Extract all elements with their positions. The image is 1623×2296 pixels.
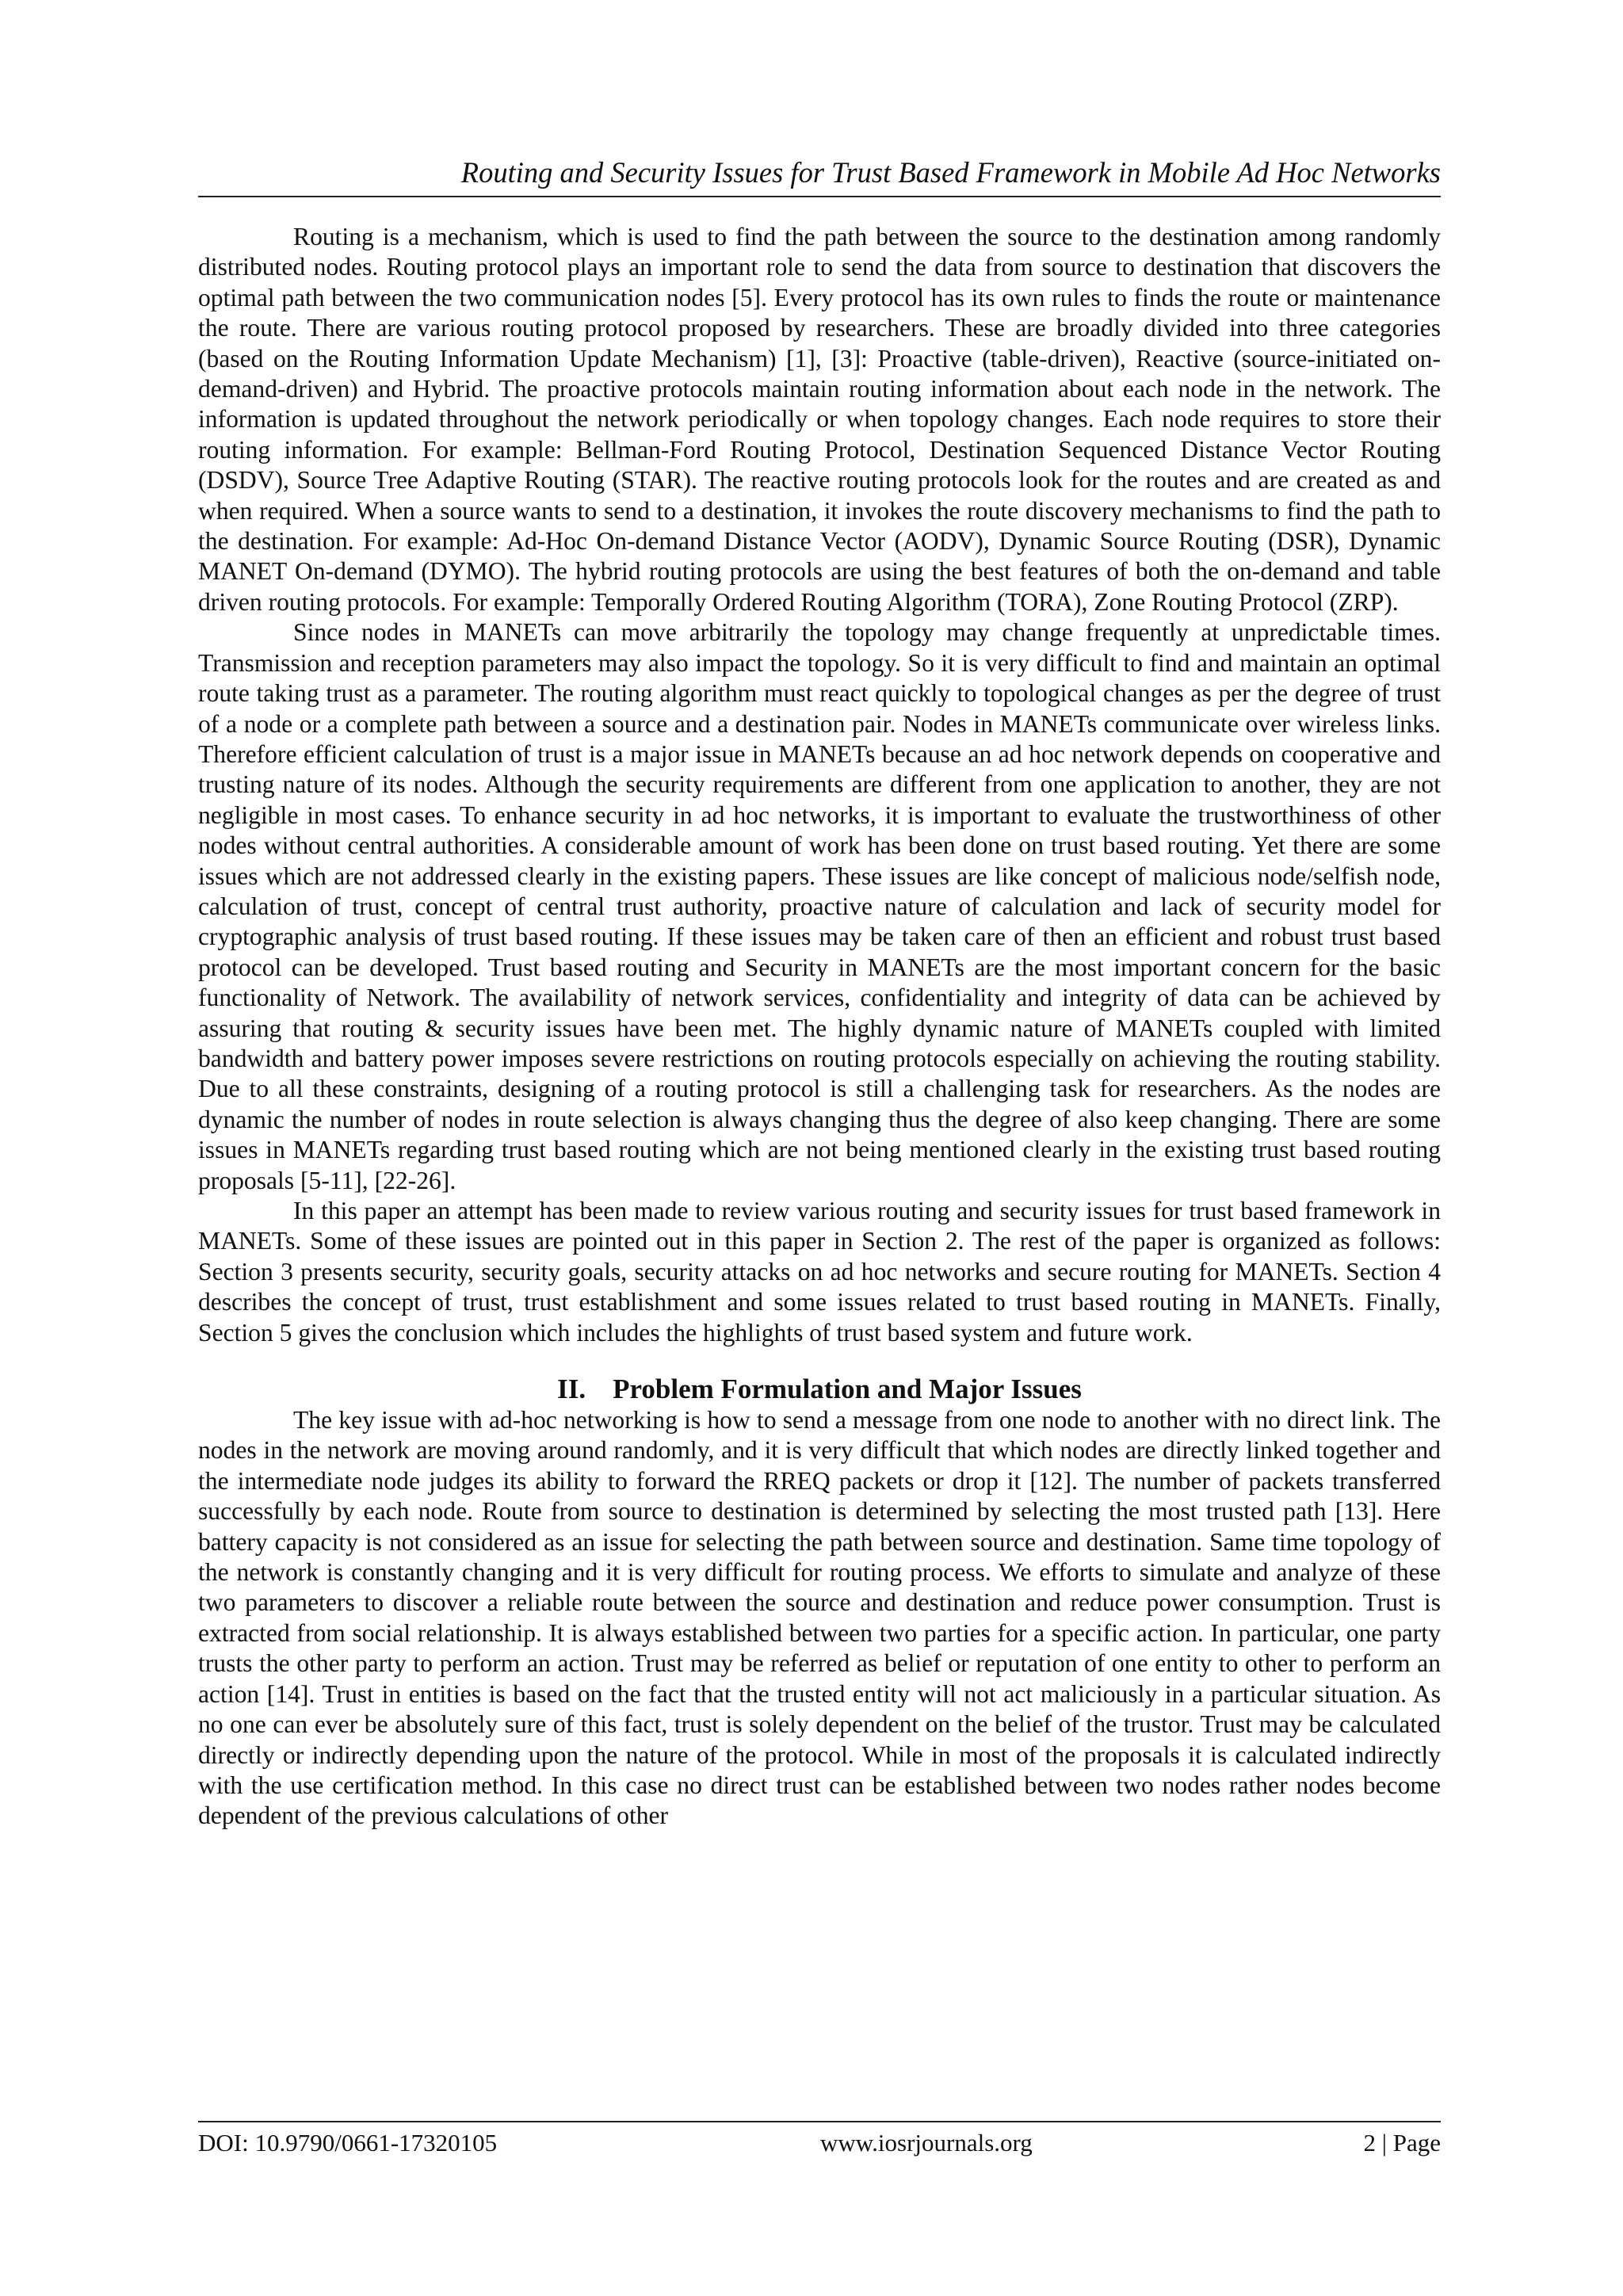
paragraph-routing: Routing is a mechanism, which is used to find the path between the source to the destination among randomly distributed nodes. Routing protocol plays an important role to send the data from source to destination that discovers the optimal path between the two communication nodes [5]. Every protocol has its own rules to finds the route or maintenance the route. There are various routing protocol proposed by researchers. These are broadly divided into three categories (based on the Routing Information Update Mechanism) [1], [3]: Proactive (table-driven), Reactive (source-initiated on-demand-driven) and Hybrid. The proactive protocols maintain routing information about each node in the network. The information is updated throughout the network periodically or when topology changes. Each node requires to store their routing information. For example: Bellman-Ford Routing Protocol, Destination Sequenced Distance Vector Routing (DSDV), Source Tree Adaptive Routing (STAR). The reactive routing protocols look for the routes and are created as and when required. When a source wants to send to a destination, it invokes the route discovery mechanisms to find the path to the destination. For example: Ad-Hoc On-demand Distance Vector (AODV), Dynamic Source Routing (DSR), Dynamic MANET On-demand (DYMO). The hybrid routing protocols are using the best features of both the on-demand and table driven routing protocols. For example: Temporally Ordered Routing Algorithm (TORA), Zone Routing Protocol (ZRP).	[198, 223, 1441, 616]
header-rule	[198, 196, 1441, 197]
section-heading	[198, 1373, 1441, 1405]
section-title: Problem Formulation and Major Issues	[613, 1373, 1082, 1405]
body-text	[198, 222, 1441, 1832]
footer-rule	[198, 2121, 1441, 2122]
page-footer	[198, 2127, 1441, 2162]
section-number: II.	[557, 1373, 586, 1405]
running-header: Routing and Security Issues for Trust Based Framework in Mobile Ad Hoc Networks	[460, 156, 1441, 189]
footer-website: www.iosrjournals.org	[820, 2129, 1033, 2157]
footer-doi: DOI: 10.9790/0661-17320105	[198, 2129, 498, 2157]
paper-page	[198, 0, 1441, 2296]
paragraph-manet-trust: Since nodes in MANETs can move arbitrarily the topology may change frequently at unpredictable times. Transmission and reception parameters may also impact the topology. So it is very difficult to find and maintain an optimal route taking trust as a parameter. The routing algorithm must react quickly to topological changes as per the degree of trust of a node or a complete path between a source and a destination pair. Nodes in MANETs communicate over wireless links. Therefore efficient calculation of trust is a major issue in MANETs because an ad hoc network depends on cooperative and trusting nature of its nodes. Although the security requirements are different from one application to another, they are not negligible in most cases. To enhance security in ad hoc networks, it is important to evaluate the trustworthiness of other nodes without central authorities. A considerable amount of work has been done on trust based routing. Yet there are some issues which are not addressed clearly in the existing papers. These issues are like concept of malicious node/selfish node, calculation of trust, concept of central trust authority, proactive nature of calculation and lack of security model for cryptographic analysis of trust based routing. If these issues may be taken care of then an efficient and robust trust based protocol can be developed. Trust based routing and Security in MANETs are the most important concern for the basic functionality of Network. The availability of network services, confidentiality and integrity of data can be achieved by assuring that routing & security issues have been met. The highly dynamic nature of MANETs coupled with limited bandwidth and battery power imposes severe restrictions on routing protocols especially on achieving the routing stability. Due to all these constraints, designing of a routing protocol is still a challenging task for researchers. As the nodes are dynamic the number of nodes in route selection is always changing thus the degree of also keep changing. There are some issues in MANETs regarding trust based routing which are not being mentioned clearly in the existing trust based routing proposals [5-11], [22-26].	[198, 618, 1441, 1194]
paragraph-paper-organization: In this paper an attempt has been made to review various routing and security issues for trust based framework in MANETs. Some of these issues are pointed out in this paper in Section 2. The rest of the paper is organized as follows: Section 3 presents security, security goals, security attacks on ad hoc networks and secure routing for MANETs. Section 4 describes the concept of trust, trust establishment and some issues related to trust based routing in MANETs. Finally, Section 5 gives the conclusion which includes the highlights of trust based system and future work.	[198, 1197, 1441, 1347]
footer-page-number: 2 | Page	[1363, 2129, 1441, 2157]
paragraph-problem-formulation: The key issue with ad-hoc networking is how to send a message from one node to another with no direct link. The nodes in the network are moving around randomly, and it is very difficult that which nodes are directly linked together and the intermediate node judges its ability to forward the RREQ packets or drop it [12]. The number of packets transferred successfully by each node. Route from source to destination is determined by selecting the most trusted path [13]. Here battery capacity is not considered as an issue for selecting the path between source and destination. Same time topology of the network is constantly changing and it is very difficult for routing process. We efforts to simulate and analyze of these two parameters to discover a reliable route between the source and destination and reduce power consumption. Trust is extracted from social relationship. It is always established between two parties for a specific action. In particular, one party trusts the other party to perform an action. Trust may be referred as belief or reputation of one entity to other to perform an action [14]. Trust in entities is based on the fact that the trusted entity will not act maliciously in a particular situation. As no one can ever be absolutely sure of this fact, trust is solely dependent on the belief of the trustor. Trust may be calculated directly or indirectly depending upon the nature of the protocol. While in most of the proposals it is calculated indirectly with the use certification method. In this case no direct trust can be established between two nodes rather nodes become dependent of the previous calculations of other	[198, 1406, 1441, 1830]
